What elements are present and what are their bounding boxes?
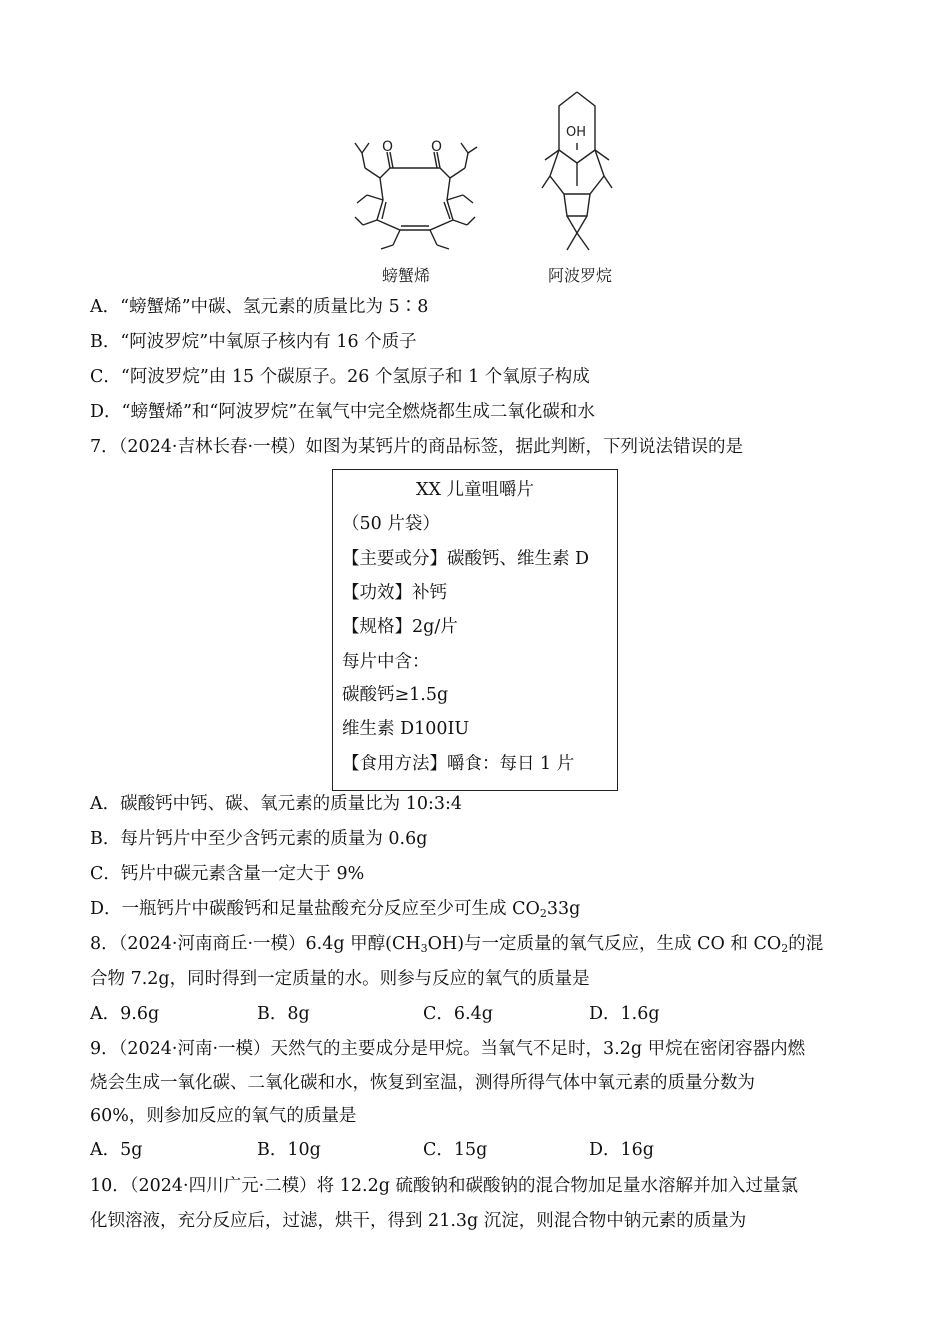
- q9-option-d: D．16g: [589, 1140, 655, 1160]
- q8-text: 的混: [788, 934, 824, 954]
- label-line: 【功效】补钙: [342, 583, 447, 603]
- oxygen-label: O: [382, 139, 394, 155]
- label-line: 【主要或分】碳酸钙、维生素 D: [342, 549, 590, 569]
- q7-option-a: A．碳酸钙中钙、碳、氧元素的质量比为 10:3:4: [90, 794, 463, 814]
- hydroxyl-label: OH: [566, 125, 587, 140]
- q9-stem-line3: 60%，则参加反应的氧气的质量是: [90, 1106, 357, 1126]
- label-line: 维生素 D100IU: [342, 719, 470, 739]
- q9-option-b: B．10g: [257, 1140, 321, 1160]
- q7-stem: 7．（2024·吉林长春·一模）如图为某钙片的商品标签，据此判断，下列说法错误的是: [90, 437, 744, 457]
- q7-option-d: [90, 897, 580, 926]
- oxygen-label: O: [431, 139, 443, 155]
- subscript: 2: [781, 942, 789, 955]
- q7-option-b: B．每片钙片中至少含钙元素的质量为 0.6g: [90, 829, 428, 849]
- label-line: 碳酸钙≥1.5g: [342, 685, 449, 705]
- q6-option-d: D．“螃蟹烯”和“阿波罗烷”在氧气中完全燃烧都生成二氧化碳和水: [90, 402, 595, 422]
- q10-stem-line2: 化钡溶液，充分反应后，过滤，烘干，得到 21.3g 沉淀，则混合物中钠元素的质量为: [90, 1211, 747, 1231]
- q9-stem-line2: 烧会生成一氧化碳、二氧化碳和水，恢复到室温，测得所得气体中氧元素的质量分数为: [90, 1073, 755, 1093]
- q9-stem-line1: 9．（2024·河南·一模）天然气的主要成分是甲烷。当氧气不足时，3.2g 甲烷在密闭容器内燃: [90, 1039, 806, 1059]
- q7-option-d-tail: 33g: [546, 899, 581, 919]
- q8-text: OH)与一定质量的氧气反应，生成 CO 和 CO: [427, 934, 782, 954]
- label-line: （50 片袋）: [342, 514, 440, 534]
- q6-option-a: A．“螃蟹烯”中碳、氢元素的质量比为 5∶8: [90, 297, 429, 317]
- q6-option-c: C．“阿波罗烷”由 15 个碳原子。26 个氢原子和 1 个氧原子构成: [90, 367, 590, 387]
- q8-option-d: D．1.6g: [589, 1004, 660, 1024]
- q8-text: 8．（2024·河南商丘·一模）6.4g 甲醇(CH: [90, 934, 421, 954]
- q8-option-a: A．9.6g: [90, 1004, 160, 1024]
- q7-option-d-text: D．一瓶钙片中碳酸钙和足量盐酸充分反应至少可生成 CO: [90, 899, 540, 919]
- q8-stem-line2: 合物 7.2g，同时得到一定质量的水。则参与反应的氧气的质量是: [90, 969, 590, 989]
- crab-ene-structure: [335, 125, 495, 265]
- label-line: 【规格】2g/片: [342, 617, 458, 637]
- q8-stem-line1: [90, 932, 823, 961]
- q9-option-c: C．15g: [423, 1140, 488, 1160]
- q7-option-c: C．钙片中碳元素含量一定大于 9%: [90, 864, 365, 884]
- apollo-ane-structure: [532, 88, 622, 260]
- label-line: 【食用方法】嚼食：每日 1 片: [342, 754, 575, 774]
- q8-option-b: B．8g: [257, 1004, 310, 1024]
- figure-caption-apollo: 阿波罗烷: [548, 266, 613, 285]
- subscript: 2: [539, 907, 547, 920]
- q9-option-a: A．5g: [90, 1140, 143, 1160]
- label-line: 每片中含：: [342, 652, 430, 672]
- label-title: XX 儿童咀嚼片: [416, 480, 534, 500]
- product-label: [332, 469, 618, 791]
- q8-option-c: C．6.4g: [423, 1004, 493, 1024]
- subscript: 3: [420, 942, 428, 955]
- figure-caption-crab: 螃蟹烯: [382, 266, 431, 285]
- q6-option-b: B．“阿波罗烷”中氧原子核内有 16 个质子: [90, 332, 417, 352]
- q10-stem-line1: 10．（2024·四川广元·二模）将 12.2g 硫酸钠和碳酸钠的混合物加足量水溶解并加入过量氯: [90, 1176, 798, 1196]
